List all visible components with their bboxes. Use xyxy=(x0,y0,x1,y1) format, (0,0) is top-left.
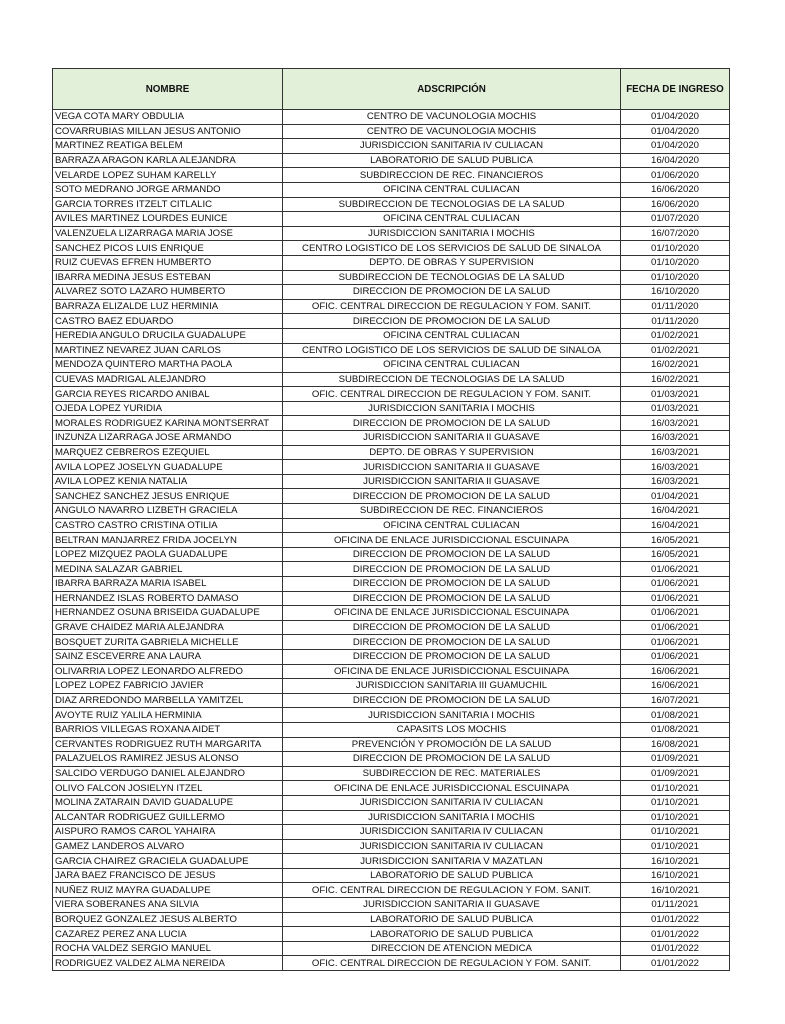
cell-adscripcion: SUBDIRECCION DE TECNOLOGIAS DE LA SALUD xyxy=(283,197,621,212)
cell-adscripcion: LABORATORIO DE SALUD PUBLICA xyxy=(283,912,621,927)
table-row xyxy=(53,825,730,840)
table-row xyxy=(53,504,730,519)
cell-adscripcion: DIRECCION DE PROMOCION DE LA SALUD xyxy=(283,562,621,577)
table-row xyxy=(53,927,730,942)
cell-fecha-ingreso: 16/03/2021 xyxy=(621,460,730,475)
cell-adscripcion: PREVENCIÓN Y PROMOCIÓN DE LA SALUD xyxy=(283,737,621,752)
cell-fecha-ingreso: 01/09/2021 xyxy=(621,766,730,781)
cell-fecha-ingreso: 01/06/2021 xyxy=(621,562,730,577)
cell-nombre: LOPEZ MIZQUEZ PAOLA GUADALUPE xyxy=(53,547,283,562)
table-row xyxy=(53,182,730,197)
table-row xyxy=(53,431,730,446)
cell-nombre: MORALES RODRIGUEZ KARINA MONTSERRAT xyxy=(53,416,283,431)
table-row xyxy=(53,679,730,694)
table-row xyxy=(53,241,730,256)
cell-nombre: AVOYTE RUIZ YALILA HERMINIA xyxy=(53,708,283,723)
cell-adscripcion: JURISDICCION SANITARIA I MOCHIS xyxy=(283,226,621,241)
table-row xyxy=(53,139,730,154)
table-row xyxy=(53,591,730,606)
cell-fecha-ingreso: 16/02/2021 xyxy=(621,372,730,387)
cell-nombre: MEDINA SALAZAR GABRIEL xyxy=(53,562,283,577)
cell-fecha-ingreso: 01/04/2020 xyxy=(621,139,730,154)
cell-adscripcion: JURISDICCION SANITARIA IV CULIACAN xyxy=(283,795,621,810)
table-row xyxy=(53,153,730,168)
table-row xyxy=(53,358,730,373)
cell-nombre: NUÑEZ RUIZ MAYRA GUADALUPE xyxy=(53,883,283,898)
cell-fecha-ingreso: 16/06/2021 xyxy=(621,679,730,694)
table-row xyxy=(53,883,730,898)
cell-nombre: OLIVO FALCON JOSIELYN ITZEL xyxy=(53,781,283,796)
cell-nombre: PALAZUELOS RAMIREZ JESUS ALONSO xyxy=(53,752,283,767)
cell-fecha-ingreso: 01/06/2020 xyxy=(621,168,730,183)
cell-nombre: CASTRO CASTRO CRISTINA OTILIA xyxy=(53,518,283,533)
cell-adscripcion: DIRECCION DE PROMOCION DE LA SALUD xyxy=(283,649,621,664)
cell-adscripcion: DIRECCION DE PROMOCION DE LA SALUD xyxy=(283,620,621,635)
table-row xyxy=(53,212,730,227)
table-row xyxy=(53,693,730,708)
cell-fecha-ingreso: 01/06/2021 xyxy=(621,620,730,635)
cell-fecha-ingreso: 16/05/2021 xyxy=(621,547,730,562)
cell-adscripcion: JURISDICCION SANITARIA IV CULIACAN xyxy=(283,139,621,154)
table-row xyxy=(53,912,730,927)
cell-fecha-ingreso: 01/01/2022 xyxy=(621,912,730,927)
table-row xyxy=(53,285,730,300)
cell-fecha-ingreso: 01/10/2021 xyxy=(621,839,730,854)
cell-fecha-ingreso: 01/10/2021 xyxy=(621,810,730,825)
table-row xyxy=(53,401,730,416)
cell-nombre: CERVANTES RODRIGUEZ RUTH MARGARITA xyxy=(53,737,283,752)
cell-adscripcion: JURISDICCION SANITARIA IV CULIACAN xyxy=(283,839,621,854)
cell-nombre: VALENZUELA LIZARRAGA MARIA JOSE xyxy=(53,226,283,241)
cell-adscripcion: CENTRO LOGISTICO DE LOS SERVICIOS DE SALUD DE SINALOA xyxy=(283,343,621,358)
cell-fecha-ingreso: 16/04/2021 xyxy=(621,504,730,519)
table-row xyxy=(53,620,730,635)
table-row xyxy=(53,110,730,125)
table-row xyxy=(53,445,730,460)
table-row xyxy=(53,781,730,796)
table-row xyxy=(53,737,730,752)
cell-nombre: BOSQUET ZURITA GABRIELA MICHELLE xyxy=(53,635,283,650)
cell-fecha-ingreso: 01/09/2021 xyxy=(621,752,730,767)
header-adscripcion: ADSCRIPCIÓN xyxy=(283,69,621,110)
cell-adscripcion: DIRECCION DE PROMOCION DE LA SALUD xyxy=(283,285,621,300)
cell-fecha-ingreso: 01/04/2021 xyxy=(621,489,730,504)
cell-adscripcion: JURISDICCION SANITARIA II GUASAVE xyxy=(283,460,621,475)
cell-adscripcion: CENTRO LOGISTICO DE LOS SERVICIOS DE SALUD DE SINALOA xyxy=(283,241,621,256)
cell-adscripcion: JURISDICCION SANITARIA II GUASAVE xyxy=(283,474,621,489)
cell-adscripcion: OFIC. CENTRAL DIRECCION DE REGULACION Y FOM. SANIT. xyxy=(283,883,621,898)
cell-nombre: RODRIGUEZ VALDEZ ALMA NEREIDA xyxy=(53,956,283,971)
table-row xyxy=(53,810,730,825)
cell-fecha-ingreso: 16/02/2021 xyxy=(621,358,730,373)
cell-adscripcion: LABORATORIO DE SALUD PUBLICA xyxy=(283,868,621,883)
table-row xyxy=(53,343,730,358)
cell-adscripcion: DIRECCION DE PROMOCION DE LA SALUD xyxy=(283,577,621,592)
header-row xyxy=(53,69,730,110)
cell-adscripcion: DIRECCION DE PROMOCION DE LA SALUD xyxy=(283,547,621,562)
table-row xyxy=(53,766,730,781)
table-row xyxy=(53,547,730,562)
table-row xyxy=(53,489,730,504)
cell-adscripcion: OFIC. CENTRAL DIRECCION DE REGULACION Y FOM. SANIT. xyxy=(283,956,621,971)
table-row xyxy=(53,270,730,285)
cell-adscripcion: OFICINA CENTRAL CULIACAN xyxy=(283,212,621,227)
cell-adscripcion: JURISDICCION SANITARIA II GUASAVE xyxy=(283,898,621,913)
cell-adscripcion: LABORATORIO DE SALUD PUBLICA xyxy=(283,153,621,168)
cell-nombre: ALCANTAR RODRIGUEZ GUILLERMO xyxy=(53,810,283,825)
cell-fecha-ingreso: 16/03/2021 xyxy=(621,416,730,431)
cell-nombre: GARCIA TORRES ITZELT CITLALIC xyxy=(53,197,283,212)
cell-adscripcion: JURISDICCION SANITARIA I MOCHIS xyxy=(283,810,621,825)
cell-fecha-ingreso: 16/08/2021 xyxy=(621,737,730,752)
table-row xyxy=(53,795,730,810)
table-row xyxy=(53,124,730,139)
cell-adscripcion: OFICINA CENTRAL CULIACAN xyxy=(283,518,621,533)
cell-nombre: HEREDIA ANGULO DRUCILA GUADALUPE xyxy=(53,328,283,343)
cell-fecha-ingreso: 16/07/2021 xyxy=(621,693,730,708)
cell-adscripcion: CENTRO DE VACUNOLOGIA MOCHIS xyxy=(283,110,621,125)
cell-nombre: INZUNZA LIZARRAGA JOSE ARMANDO xyxy=(53,431,283,446)
cell-adscripcion: SUBDIRECCION DE TECNOLOGIAS DE LA SALUD xyxy=(283,372,621,387)
cell-nombre: AVILA LOPEZ JOSELYN GUADALUPE xyxy=(53,460,283,475)
cell-adscripcion: DIRECCION DE PROMOCION DE LA SALUD xyxy=(283,489,621,504)
cell-fecha-ingreso: 16/05/2021 xyxy=(621,533,730,548)
cell-nombre: MOLINA ZATARAIN DAVID GUADALUPE xyxy=(53,795,283,810)
cell-nombre: SANCHEZ SANCHEZ JESUS ENRIQUE xyxy=(53,489,283,504)
cell-fecha-ingreso: 16/03/2021 xyxy=(621,431,730,446)
cell-adscripcion: JURISDICCION SANITARIA V MAZATLAN xyxy=(283,854,621,869)
table-row xyxy=(53,168,730,183)
cell-adscripcion: OFICINA DE ENLACE JURISDICCIONAL ESCUINAPA xyxy=(283,533,621,548)
cell-nombre: RUIZ CUEVAS EFREN HUMBERTO xyxy=(53,255,283,270)
table-row xyxy=(53,839,730,854)
cell-fecha-ingreso: 16/10/2021 xyxy=(621,883,730,898)
cell-nombre: GAMEZ LANDEROS ALVARO xyxy=(53,839,283,854)
cell-nombre: IBARRA MEDINA JESUS ESTEBAN xyxy=(53,270,283,285)
table-row xyxy=(53,649,730,664)
cell-adscripcion: JURISDICCION SANITARIA I MOCHIS xyxy=(283,708,621,723)
cell-adscripcion: JURISDICCION SANITARIA II GUASAVE xyxy=(283,431,621,446)
cell-nombre: ANGULO NAVARRO LIZBETH GRACIELA xyxy=(53,504,283,519)
table-row xyxy=(53,752,730,767)
table-row xyxy=(53,533,730,548)
cell-fecha-ingreso: 01/11/2020 xyxy=(621,314,730,329)
cell-nombre: GRAVE CHAIDEZ MARIA ALEJANDRA xyxy=(53,620,283,635)
cell-fecha-ingreso: 01/10/2021 xyxy=(621,825,730,840)
cell-adscripcion: SUBDIRECCION DE REC. FINANCIEROS xyxy=(283,504,621,519)
cell-adscripcion: OFICINA DE ENLACE JURISDICCIONAL ESCUINAPA xyxy=(283,664,621,679)
cell-adscripcion: JURISDICCION SANITARIA III GUAMUCHIL xyxy=(283,679,621,694)
table-row xyxy=(53,372,730,387)
table-row xyxy=(53,474,730,489)
cell-nombre: CUEVAS MADRIGAL ALEJANDRO xyxy=(53,372,283,387)
cell-nombre: AISPURO RAMOS CAROL YAHAIRA xyxy=(53,825,283,840)
cell-fecha-ingreso: 01/10/2020 xyxy=(621,270,730,285)
cell-adscripcion: SUBDIRECCION DE REC. FINANCIEROS xyxy=(283,168,621,183)
table-row xyxy=(53,562,730,577)
table-body xyxy=(53,110,730,971)
cell-adscripcion: SUBDIRECCION DE TECNOLOGIAS DE LA SALUD xyxy=(283,270,621,285)
cell-nombre: DIAZ ARREDONDO MARBELLA YAMITZEL xyxy=(53,693,283,708)
cell-adscripcion: DIRECCION DE PROMOCION DE LA SALUD xyxy=(283,416,621,431)
cell-nombre: LOPEZ LOPEZ FABRICIO JAVIER xyxy=(53,679,283,694)
cell-adscripcion: DEPTO. DE OBRAS Y SUPERVISION xyxy=(283,255,621,270)
cell-adscripcion: DIRECCION DE PROMOCION DE LA SALUD xyxy=(283,314,621,329)
cell-fecha-ingreso: 01/07/2020 xyxy=(621,212,730,227)
cell-fecha-ingreso: 01/11/2021 xyxy=(621,898,730,913)
cell-nombre: MARTINEZ REATIGA BELEM xyxy=(53,139,283,154)
cell-fecha-ingreso: 01/06/2021 xyxy=(621,649,730,664)
personnel-table xyxy=(52,68,730,971)
cell-fecha-ingreso: 16/07/2020 xyxy=(621,226,730,241)
cell-fecha-ingreso: 16/10/2020 xyxy=(621,285,730,300)
table-row xyxy=(53,518,730,533)
table-row xyxy=(53,868,730,883)
cell-nombre: VELARDE LOPEZ SUHAM KARELLY xyxy=(53,168,283,183)
table-row xyxy=(53,854,730,869)
cell-nombre: CASTRO BAEZ EDUARDO xyxy=(53,314,283,329)
cell-adscripcion: DEPTO. DE OBRAS Y SUPERVISION xyxy=(283,445,621,460)
cell-adscripcion: OFICINA CENTRAL CULIACAN xyxy=(283,358,621,373)
table-row xyxy=(53,941,730,956)
table-row xyxy=(53,416,730,431)
cell-fecha-ingreso: 01/02/2021 xyxy=(621,343,730,358)
cell-nombre: SOTO MEDRANO JORGE ARMANDO xyxy=(53,182,283,197)
cell-nombre: OJEDA LOPEZ YURIDIA xyxy=(53,401,283,416)
cell-fecha-ingreso: 16/06/2021 xyxy=(621,664,730,679)
table-row xyxy=(53,255,730,270)
cell-fecha-ingreso: 01/01/2022 xyxy=(621,956,730,971)
table-row xyxy=(53,635,730,650)
cell-fecha-ingreso: 01/08/2021 xyxy=(621,722,730,737)
table-row xyxy=(53,387,730,402)
cell-fecha-ingreso: 16/03/2021 xyxy=(621,474,730,489)
table-row xyxy=(53,314,730,329)
cell-nombre: ALVAREZ SOTO LAZARO HUMBERTO xyxy=(53,285,283,300)
cell-adscripcion: DIRECCION DE PROMOCION DE LA SALUD xyxy=(283,591,621,606)
cell-fecha-ingreso: 16/03/2021 xyxy=(621,445,730,460)
cell-nombre: CAZAREZ PEREZ ANA LUCIA xyxy=(53,927,283,942)
cell-adscripcion: DIRECCION DE PROMOCION DE LA SALUD xyxy=(283,635,621,650)
cell-adscripcion: CAPASITS LOS MOCHIS xyxy=(283,722,621,737)
cell-fecha-ingreso: 01/10/2021 xyxy=(621,795,730,810)
cell-fecha-ingreso: 16/04/2020 xyxy=(621,153,730,168)
cell-fecha-ingreso: 01/08/2021 xyxy=(621,708,730,723)
table-row xyxy=(53,708,730,723)
cell-nombre: AVILA LOPEZ KENIA NATALIA xyxy=(53,474,283,489)
cell-nombre: VEGA COTA MARY OBDULIA xyxy=(53,110,283,125)
cell-nombre: MARQUEZ CEBREROS EZEQUIEL xyxy=(53,445,283,460)
cell-fecha-ingreso: 01/03/2021 xyxy=(621,387,730,402)
table-row xyxy=(53,577,730,592)
cell-adscripcion: JURISDICCION SANITARIA IV CULIACAN xyxy=(283,825,621,840)
cell-fecha-ingreso: 01/03/2021 xyxy=(621,401,730,416)
cell-adscripcion: OFIC. CENTRAL DIRECCION DE REGULACION Y FOM. SANIT. xyxy=(283,299,621,314)
cell-adscripcion: OFICINA DE ENLACE JURISDICCIONAL ESCUINAPA xyxy=(283,606,621,621)
cell-nombre: ROCHA VALDEZ SERGIO MANUEL xyxy=(53,941,283,956)
cell-adscripcion: LABORATORIO DE SALUD PUBLICA xyxy=(283,927,621,942)
cell-fecha-ingreso: 16/10/2021 xyxy=(621,854,730,869)
cell-nombre: BARRAZA ARAGON KARLA ALEJANDRA xyxy=(53,153,283,168)
cell-fecha-ingreso: 16/06/2020 xyxy=(621,197,730,212)
cell-fecha-ingreso: 01/10/2020 xyxy=(621,255,730,270)
cell-nombre: BELTRAN MANJARREZ FRIDA JOCELYN xyxy=(53,533,283,548)
cell-nombre: MENDOZA QUINTERO MARTHA PAOLA xyxy=(53,358,283,373)
cell-adscripcion: DIRECCION DE ATENCION MEDICA xyxy=(283,941,621,956)
cell-adscripcion: DIRECCION DE PROMOCION DE LA SALUD xyxy=(283,752,621,767)
cell-fecha-ingreso: 01/01/2022 xyxy=(621,927,730,942)
cell-fecha-ingreso: 01/04/2020 xyxy=(621,124,730,139)
table-row xyxy=(53,299,730,314)
table-row xyxy=(53,606,730,621)
cell-nombre: MARTINEZ NEVAREZ JUAN CARLOS xyxy=(53,343,283,358)
cell-nombre: BORQUEZ GONZALEZ JESUS ALBERTO xyxy=(53,912,283,927)
cell-fecha-ingreso: 01/10/2021 xyxy=(621,781,730,796)
cell-fecha-ingreso: 01/10/2020 xyxy=(621,241,730,256)
cell-fecha-ingreso: 01/02/2021 xyxy=(621,328,730,343)
table-row xyxy=(53,898,730,913)
cell-nombre: BARRAZA ELIZALDE LUZ HERMINIA xyxy=(53,299,283,314)
cell-adscripcion: OFICINA DE ENLACE JURISDICCIONAL ESCUINAPA xyxy=(283,781,621,796)
cell-nombre: VIERA SOBERANES ANA SILVIA xyxy=(53,898,283,913)
table-row xyxy=(53,226,730,241)
table-row xyxy=(53,460,730,475)
cell-fecha-ingreso: 01/06/2021 xyxy=(621,591,730,606)
cell-nombre: COVARRUBIAS MILLAN JESUS ANTONIO xyxy=(53,124,283,139)
table-row xyxy=(53,722,730,737)
cell-fecha-ingreso: 01/06/2021 xyxy=(621,606,730,621)
cell-fecha-ingreso: 01/06/2021 xyxy=(621,635,730,650)
cell-nombre: HERNANDEZ ISLAS ROBERTO DAMASO xyxy=(53,591,283,606)
table-row xyxy=(53,664,730,679)
cell-nombre: SAINZ ESCEVERRE ANA LAURA xyxy=(53,649,283,664)
cell-nombre: GARCIA CHAIREZ GRACIELA GUADALUPE xyxy=(53,854,283,869)
table-row xyxy=(53,956,730,971)
header-nombre: NOMBRE xyxy=(53,69,283,110)
table-row xyxy=(53,197,730,212)
cell-nombre: IBARRA BARRAZA MARIA ISABEL xyxy=(53,577,283,592)
cell-fecha-ingreso: 01/01/2022 xyxy=(621,941,730,956)
cell-adscripcion: OFICINA CENTRAL CULIACAN xyxy=(283,182,621,197)
cell-nombre: OLIVARRIA LOPEZ LEONARDO ALFREDO xyxy=(53,664,283,679)
cell-adscripcion: CENTRO DE VACUNOLOGIA MOCHIS xyxy=(283,124,621,139)
cell-fecha-ingreso: 16/06/2020 xyxy=(621,182,730,197)
cell-fecha-ingreso: 16/10/2021 xyxy=(621,868,730,883)
cell-nombre: AVILES MARTINEZ LOURDES EUNICE xyxy=(53,212,283,227)
cell-nombre: BARRIOS VILLEGAS ROXANA AIDET xyxy=(53,722,283,737)
cell-nombre: SALCIDO VERDUGO DANIEL ALEJANDRO xyxy=(53,766,283,781)
cell-fecha-ingreso: 01/11/2020 xyxy=(621,299,730,314)
cell-fecha-ingreso: 01/04/2020 xyxy=(621,110,730,125)
cell-adscripcion: DIRECCION DE PROMOCION DE LA SALUD xyxy=(283,693,621,708)
cell-nombre: SANCHEZ PICOS LUIS ENRIQUE xyxy=(53,241,283,256)
cell-fecha-ingreso: 01/06/2021 xyxy=(621,577,730,592)
cell-adscripcion: SUBDIRECCION DE REC. MATERIALES xyxy=(283,766,621,781)
cell-nombre: HERNANDEZ OSUNA BRISEIDA GUADALUPE xyxy=(53,606,283,621)
table-row xyxy=(53,328,730,343)
cell-nombre: GARCIA REYES RICARDO ANIBAL xyxy=(53,387,283,402)
header-fecha-ingreso: FECHA DE INGRESO xyxy=(621,69,730,110)
cell-fecha-ingreso: 16/04/2021 xyxy=(621,518,730,533)
cell-adscripcion: OFICINA CENTRAL CULIACAN xyxy=(283,328,621,343)
cell-adscripcion: OFIC. CENTRAL DIRECCION DE REGULACION Y FOM. SANIT. xyxy=(283,387,621,402)
cell-nombre: JARA BAEZ FRANCISCO DE JESUS xyxy=(53,868,283,883)
cell-adscripcion: JURISDICCION SANITARIA I MOCHIS xyxy=(283,401,621,416)
